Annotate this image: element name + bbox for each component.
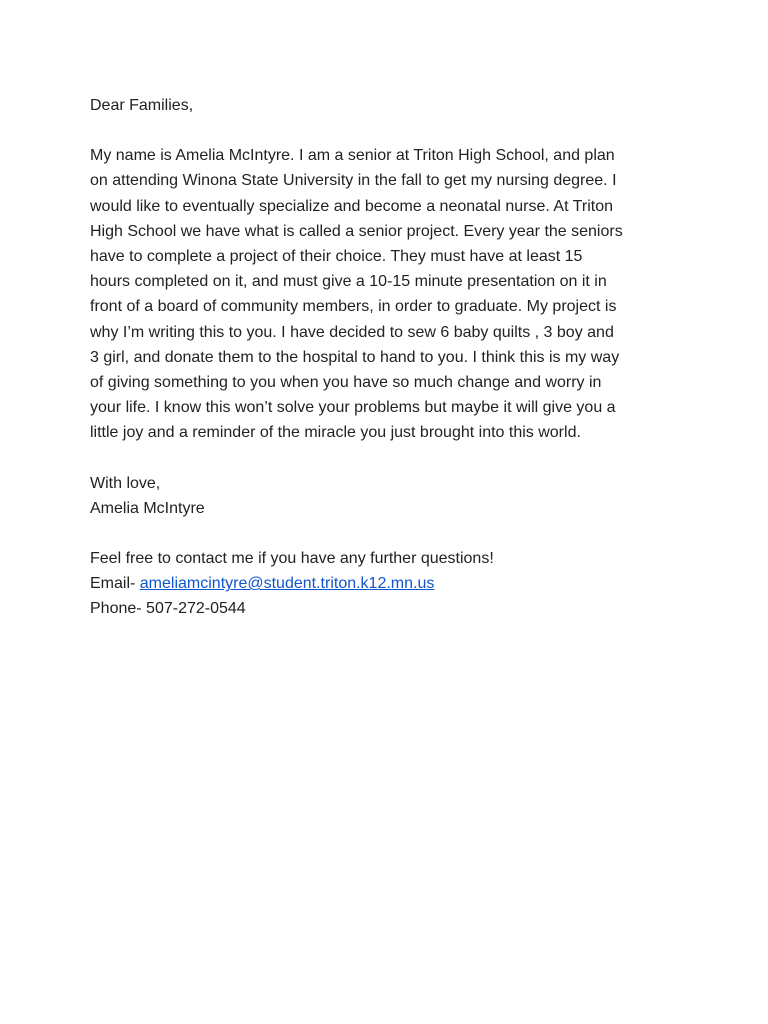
email-line (90, 571, 690, 596)
paragraph-line: High School we have what is called a senior project. Every year the seniors (90, 222, 623, 240)
greeting: Dear Families, (90, 97, 194, 114)
paragraph-line: front of a board of community members, in order to graduate. My project is (90, 298, 617, 316)
main-paragraph (90, 143, 690, 445)
contact-intro: Feel free to contact me if you have any further questions! (90, 550, 494, 568)
paragraph-line: of giving something to you when you have so much change and worry in (90, 374, 602, 392)
email-link[interactable]: ameliamcintyre@student.triton.k12.mn.us (139, 575, 435, 593)
email-label: Email- (90, 575, 140, 593)
phone-line: Phone- 507-272-0544 (90, 600, 246, 618)
paragraph-line: 3 girl, and donate them to the hospital to hand to you. I think this is my way (90, 348, 620, 366)
closing: With love, (90, 474, 161, 492)
paragraph-line: why I’m writing this to you. I have decided to sew 6 baby quilts , 3 boy and (90, 323, 614, 341)
paragraph-line: your life. I know this won’t solve your problems but maybe it will give you a (90, 399, 616, 417)
paragraph-line: My name is Amelia McIntyre. I am a senior at Triton High School, and plan (90, 147, 615, 165)
paragraph-line: little joy and a reminder of the miracle you just brought into this world. (90, 424, 581, 442)
paragraph-line: have to complete a project of their choice. They must have at least 15 (90, 248, 583, 266)
letter-body (90, 93, 690, 622)
paragraph-line: on attending Winona State University in the fall to get my nursing degree. I (90, 172, 617, 190)
paragraph-line: would like to eventually specialize and become a neonatal nurse. At Triton (90, 197, 613, 215)
signature: Amelia McIntyre (90, 499, 205, 517)
paragraph-line: hours completed on it, and must give a 10-15 minute presentation on it in (90, 273, 607, 291)
